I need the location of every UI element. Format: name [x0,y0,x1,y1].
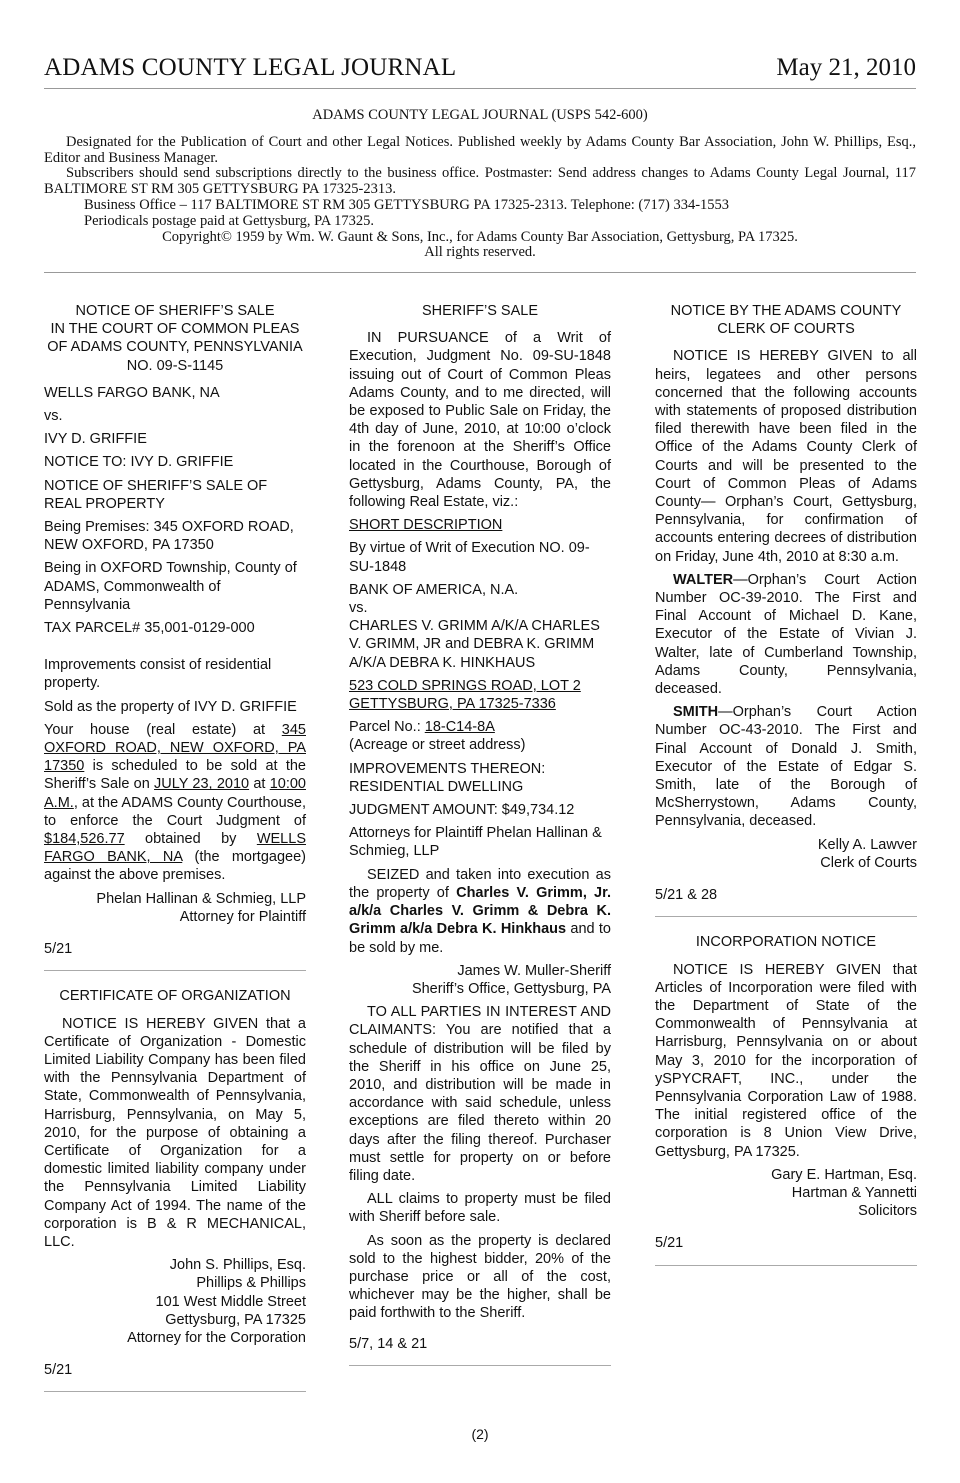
notice-body: NOTICE IS HEREBY GIVEN that Articles of Incorporation were filed with the Department of State of the Commonwealth of Pennsylvania at Harrisburg, Pennsylvania on or about May 3, 2010 for the incorporation of ySPYCRAFT, INC., under the Pennsylvania Corporation Law of 1988. The initial registered office of the corporation is 8 Union View Drive, Gettysburg, PA 17325. [655,961,917,1160]
signature-street: 101 West Middle Street [155,1293,306,1310]
signature-firm: Phelan Hallinan & Schmieg, LLP [96,890,306,907]
notice-intro: NOTICE IS HEREBY GIVEN to all heirs, legatees and other persons concerned that the following accounts with statements of proposed distribution filed therewith have been filed in the Office of the Adams County Clerk of Courts and will be presented to the Court of Common Pleas of Adams County— Orphan’s Court, Gettysburg, Pennsylvania, for confirmation of accounts entering decrees of distribution on Friday, June 4th, 2010 at 8:30 a.m. [655,348,917,565]
column-middle [349,302,611,1382]
defendants: CHARLES V. GRIMM A/K/A CHARLES V. GRIMM, JR and DEBRA K. GRIMM A/K/A DEBRA K. HINKHAUS [349,618,600,671]
business-office-text: Business Office – 117 BALTIMORE ST RM 305 GETTYSBURG PA 17325-2313. Telephone: (717) 334-1553 [84,196,730,213]
sale-body: Your house (real estate) at 345 OXFORD ROAD, NEW OXFORD, PA 17350 is scheduled to be sold at the Sheriff’s Sale on JULY 23, 2010 at 10:00 A.M., at the ADAMS County Courthouse, to enforce the Court Judgment of $184,526.77 obtained by WELLS FARGO BANK, NA (the mortgagee) against the above premises. [44,721,306,884]
sold-as: Sold as the property of IVY D. GRIFFIE [44,698,297,715]
journal-title: ADAMS COUNTY LEGAL JOURNAL [44,54,457,81]
signature-name: Kelly A. Lawver [817,836,917,853]
signature-role: Solicitors [858,1203,917,1220]
attorneys: Attorneys for Plaintiff Phelan Hallinan & Schmieg, LLP [349,825,602,860]
signature-role: Clerk of Courts [820,854,917,871]
publication-date: 5/21 [44,941,73,958]
clerk-of-courts-notice [655,302,917,904]
versus: vs. [44,408,63,425]
smith-account: SMITH—Orphan’s Court Action Number OC-43-2010. The First and Final Account of Donald J. Smith, Executor of the Estate of Edgar S. Smith, late of the Borough of McSherrystown, Adams County, Pennsylvania, deceased. [655,704,917,830]
copyright-text: Copyright© 1959 by Wm. W. Gaunt & Sons, Inc., for Adams County Bar Association, Gettysburg, PA 17325. [162,228,798,245]
signature-name: Gary E. Hartman, Esq. [771,1166,917,1183]
designation-text: Designated for the Publication of Court and other Legal Notices. Published weekly by Adams County Bar Association, John W. Phillips, Esq., Editor and Business Manager. [44,133,916,166]
notice-heading: CERTIFICATE OF ORGANIZATION [59,988,291,1005]
seized-text: SEIZED and taken into execution as the property of Charles V. Grimm, Jr. a/k/a Charles V. Grimm & Debra K. Grimm a/k/a Debra K. Hinkhaus and to be sold by me. [349,866,611,956]
publication-date: 5/7, 14 & 21 [349,1335,428,1352]
notice-divider [44,970,306,971]
signature-city: Gettysburg, PA 17325 [165,1311,306,1328]
claims-notice: ALL claims to property must be filed with Sheriff before sale. [349,1191,611,1226]
masthead [44,52,916,89]
versus: vs. [349,600,368,617]
writ-number: By virtue of Writ of Execution NO. 09-SU-1848 [349,540,590,575]
plaintiff: BANK OF AMERICA, N.A. [349,581,519,598]
publication-date: 5/21 & 28 [655,887,718,904]
notice-heading: NOTICE OF SHERIFF’S SALE [75,303,275,319]
notice-divider [655,916,917,917]
case-number: NO. 09-S-1145 [126,357,224,374]
postage-text: Periodicals postage paid at Gettysburg, PA 17325. [84,212,374,229]
signature-name: James W. Muller-Sheriff [457,962,611,979]
sale-intro: IN PURSUANCE of a Writ of Execution, Judgment No. 09-SU-1848 issuing out of Court of Common Pleas Adams County, and to me directed, will be exposed to Public Sale on Friday, the 4th day of June, 2010, at 10:00 o’clock in the forenoon at the Sheriff’s Office located in the Courthouse, Borough of Gettysburg, Adams County, PA, the following Real Estate, viz.: [349,330,611,511]
township: Being in OXFORD Township, County of ADAMS, Commonwealth of Pennsylvania [44,560,297,613]
parcel-number: 18-C14-8A [424,719,495,736]
notice-heading: OF ADAMS COUNTY, PENNSYLVANIA [47,339,303,356]
column-left [44,302,306,1408]
notice-divider [655,1265,917,1266]
page-number: (2) [471,1426,489,1442]
parcel-line: Parcel No.: 18-C14-8A (Acreage or street address) [349,719,526,754]
header-divider [44,272,916,273]
signature-name: John S. Phillips, Esq. [169,1257,306,1274]
signature-office: Sheriff’s Office, Gettysburg, PA [411,980,611,997]
signature-role: Attorney for Plaintiff [179,908,306,925]
notice-heading: INCORPORATION NOTICE [695,934,877,951]
notice-of-sale: NOTICE OF SHERIFF’S SALE OF REAL PROPERTY [44,477,268,512]
notice-heading: IN THE COURT OF COMMON PLEAS [50,321,300,338]
notice-divider [44,1391,306,1392]
certificate-of-organization-notice [44,987,306,1379]
sheriff-sale-notice-grimm [349,302,611,1353]
publication-date: 5/21 [44,1362,73,1379]
publication-date: 5/21 [655,1235,684,1252]
notice-heading: CLERK OF COURTS [717,321,855,338]
improvements: Improvements consist of residential property. [44,657,272,692]
notice-heading: NOTICE BY THE ADAMS COUNTY [670,303,902,319]
signature-firm: Phillips & Phillips [196,1275,306,1292]
signature-role: Attorney for the Corporation [127,1329,306,1346]
notice-to: NOTICE TO: IVY D. GRIFFIE [44,454,234,471]
property-address: 523 COLD SPRINGS ROAD, LOT 2 GETTYSBURG, PA 17325-7336 [349,677,581,713]
column-right [655,302,917,1282]
premises: Being Premises: 345 OXFORD ROAD, NEW OXFORD, PA 17350 [44,519,294,554]
parties-notice: TO ALL PARTIES IN INTEREST AND CLAIMANTS: You are notified that a schedule of distribution will be filed by the Sheriff in his office on June 25, 2010, and distribution will be made in accordance with said schedule, unless exceptions are filed thereto within 20 days after the filing thereof. Purchaser must settle for property on or before filing date. [349,1004,611,1184]
plaintiff: WELLS FARGO BANK, NA [44,384,220,401]
rights-text: All rights reserved. [424,244,536,261]
notice-divider [349,1365,611,1366]
walter-account: WALTER—Orphan’s Court Action Number OC-39-2010. The First and Final Account of Michael D. Kane, Executor of the Estate of Vivian J. Walter, late of Cumberland Township, Adams County, Pennsylvania, deceased. [655,571,917,698]
sheriff-sale-notice-griffie [44,302,306,958]
usps-line: ADAMS COUNTY LEGAL JOURNAL (USPS 542-600) [312,107,648,123]
notice-body: NOTICE IS HEREBY GIVEN that a Certificate of Organization - Domestic Limited Liability Company has been filed with the Pennsylvania Department of State, Commonwealth of Pennsylvania, Harrisburg, Pennsylvania, on May 5, 2010, for the purpose of obtaining a Certificate of Organization for a domestic limited liability company under the Pennsylvania Limited Liability Company Act of 1994. The name of the corporation is B & R MECHANICAL, LLC. [44,1015,306,1250]
defendant: IVY D. GRIFFIE [44,431,147,448]
publication-info [44,108,916,261]
payment-notice: As soon as the property is declared sold to the highest bidder, 20% of the purchase price or all of the cost, whichever may be the higher, shall be paid forthwith to the Sheriff. [349,1232,611,1322]
short-description-heading: SHORT DESCRIPTION [349,517,503,534]
notice-heading: SHERIFF’S SALE [421,303,539,319]
improvements: IMPROVEMENTS THEREON: RESIDENTIAL DWELLING [349,760,546,795]
acreage-note: (Acreage or street address) [349,737,526,754]
incorporation-notice [655,933,917,1252]
tax-parcel: TAX PARCEL# 35,001-0129-000 [44,620,255,637]
issue-date: May 21, 2010 [776,54,916,81]
signature-firm: Hartman & Yannetti [791,1184,917,1201]
judgment-amount: JUDGMENT AMOUNT: $49,734.12 [349,802,575,819]
subscription-text: Subscribers should send subscriptions directly to the business office. Postmaster: Send address changes to Adams County Legal Journal, 117 BALTIMORE ST RM 305 GETTYSBURG PA 17325-2313. [44,165,916,198]
